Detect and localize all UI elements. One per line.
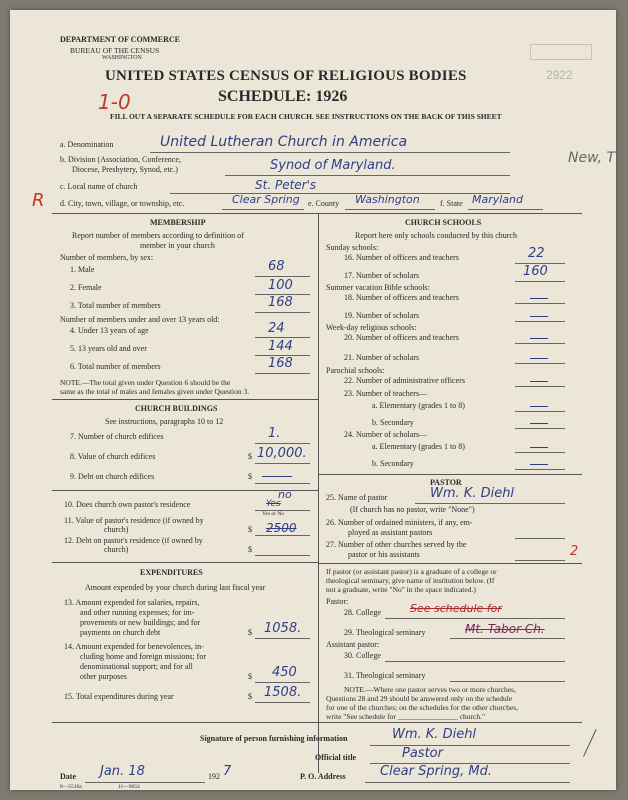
q13-line2: and other running expenses; for im- [80, 608, 195, 617]
q11-label: 11. Value of pastor's residence (if owned by [64, 516, 204, 525]
q11-label-2: church) [104, 525, 129, 534]
church-name-value: St. Peter's [255, 178, 317, 192]
bureau-label: BUREAU OF THE CENSUS [70, 46, 160, 55]
census-schedule-sheet: DEPARTMENT OF COMMERCE BUREAU OF THE CENSUS WASHINGTON UNITED STATES CENSUS OF RELIGIOUS BODIES SCHEDULE: 1926 FILL OUT A SEPARATE SCHEDULE FOR EACH CHURCH. SEE INSTRUCTIONS ON THE BACK OF THIS SHEET 1-0 2922 a. Denomination United Lutheran Church in America b. Division (Association, Conference, Diocese, Presbytery, Synod, etc.) Synod of Maryland. c. Local name of church St. Peter's d. City, town, village, or township, etc. Clear Spring e. County Washington f. State Maryland R New, T MEMBERSHIP Report number of members according to definition of member in your church Number of members, by sex: 1. Male 68 2. Female 100 3. Total number of members 168 Number of members under and over 13 years old: 4. Under 13 years of age 24 5. 13 years old and over 144 6. Total number of members 168 NOTE.—The total given under Question 6 should be the same as the total of males and females given under Question 3. CHURCH BUILDINGS See instructions, paragraphs 10 to 12 7. Number of church edifices 1. 8. Value of church edifices $ 10,000. 9. Debt on church edifices $ 10. Does church own pastor's residence Yes no Yes or No 11. Value of pastor's residence (if owned by church) $ 2500 12. Debt on pastor's residence (if owned by church) $ EXPENDITURES Amount expended by your church during last fiscal year 13. Amount expended for salaries, repairs, and other running expenses; for im- provements or new buildings; and for payments on church debt $ 1058. 14. Amount expended for benevolences, in- cluding home and foreign missions; for denominational support; and for all other purposes $ 450 15. Total expenditures during year $ 1508. CHURCH SCHOOLS Report here only schools conducted by this church Sunday schools: 16. Number of officers and teachers 22 17. Number of scholars 160 Summer vacation Bible schools: 18. Number of officers and teachers 19. Number of scholars Week-day religious schools: 20. Number of officers and teachers 21. Number of scholars Parochial schools: 22. Number of administrative officers 23. Number of teachers— a. Elementary (grades 1 to 8) b. Secondary 24. Number of scholars— a. Elementary (grades 1 to 8) b. Secondary PASTOR 25. Name of pastor Wm. K. Diehl (If church has no pastor, write "None") 26. Number of ordained ministers, if any, em- ployed as assistant pastors 27. Number of other churches served by the pastor or his assistants 2 If pastor (or assistant pastor) is a graduate of a college or theological seminary, give name of institution below. (If not a graduate, write "No" in the space indicated.) Pastor: 28. College See schedule for 29. Theological seminary Mt. Tabor Ch. Assistant pastor: 30. College 31. Theological seminary NOTE.—Where one pastor serves two or more churches, Questions 28 and 29 should be answered only on the schedule for one of the churches; on the schedules for the other churches, write "See schedule for ________________ church." Signature of person furnishing information Wm. K. Diehl Official title Pastor Date Jan. 18 192 7 P. O. Address Clear Spring, Md. 8—5518a 11—9054 [10, 10, 616, 790]
summer-schools-label: Summer vacation Bible schools: [326, 283, 430, 292]
q2-female-value: 100 [268, 278, 293, 293]
q16-officers-value: 22 [528, 246, 545, 261]
q7-label: 7. Number of church edifices [70, 432, 164, 441]
expenditures-sub: Amount expended by your church during last fiscal year [85, 583, 266, 592]
county-value: Washington [355, 193, 420, 206]
pastor-note-4: write "See schedule for ________________ church." [326, 712, 486, 721]
q10-residence-value: no [278, 488, 292, 501]
q23a-label: a. Elementary (grades 1 to 8) [372, 401, 465, 410]
q30-label: 30. College [344, 651, 381, 660]
q19-label: 19. Number of scholars [344, 311, 420, 320]
q13-line4: payments on church debt [80, 628, 161, 637]
membership-note: NOTE.—The total given under Question 6 should be the [60, 378, 231, 387]
q29-seminary-struck: Mt. Tabor Ch. [465, 622, 545, 636]
denomination-value: United Lutheran Church in America [160, 134, 408, 150]
q27-other-churches-value: 2 [570, 544, 579, 559]
city-town-value: Clear Spring [232, 193, 300, 206]
weekday-schools-label: Week-day religious schools: [326, 323, 417, 332]
q5-over13-value: 144 [268, 339, 293, 354]
schools-sub: Report here only schools conducted by this church [355, 231, 517, 240]
q29-label: 29. Theological seminary [344, 628, 426, 637]
q13-line3: provements or new buildings; and for [80, 618, 201, 627]
q11-struck-value: 2500 [266, 521, 297, 535]
q14-line1: 14. Amount expended for benevolences, in- [64, 642, 204, 651]
q1-male-value: 68 [268, 259, 285, 274]
form-title: UNITED STATES CENSUS OF RELIGIOUS BODIES [105, 68, 467, 84]
members-by-age-label: Number of members under and over 13 years old: [60, 315, 220, 324]
yes-no-hint: Yes or No [262, 511, 285, 517]
q24b-label: b. Secondary [372, 459, 414, 468]
members-by-sex-label: Number of members, by sex: [60, 253, 154, 262]
q26-line1: 26. Number of ordained ministers, if any, em- [326, 518, 473, 527]
q17-scholars-value: 160 [523, 264, 548, 279]
q31-label: 31. Theological seminary [344, 671, 426, 680]
state-label: f. State [440, 199, 463, 208]
q10-label: 10. Does church own pastor's residence [64, 500, 191, 509]
q13-running-expenses-value: 1058. [264, 621, 302, 636]
q13-line1: 13. Amount expended for salaries, repairs, [64, 598, 200, 607]
assistant-pastor-subheading: Assistant pastor: [326, 640, 380, 649]
q25-pastor-name-value: Wm. K. Diehl [430, 486, 515, 501]
pastor-note-1: NOTE.—Where one pastor serves two or more churches, [344, 685, 516, 694]
q14-line2: cluding home and foreign missions; for [80, 652, 206, 661]
q18-label: 18. Number of officers and teachers [344, 293, 459, 302]
faded-stamp [530, 44, 592, 60]
q5-label: 5. 13 years old and over [70, 344, 147, 353]
form-code-2: 11—9054 [118, 784, 140, 790]
q20-label: 20. Number of officers and teachers [344, 333, 459, 342]
q2-label: 2. Female [70, 283, 102, 292]
q27-line2: pastor or his assistants [348, 550, 420, 559]
q9-label: 9. Debt on church edifices [70, 472, 155, 481]
q17-label: 17. Number of scholars [344, 271, 420, 280]
q15-total-value: 1508. [264, 685, 302, 700]
division-value: Synod of Maryland. [270, 158, 396, 173]
q6-label: 6. Total number of members [70, 362, 161, 371]
state-value: Maryland [472, 193, 524, 206]
q23b-label: b. Secondary [372, 418, 414, 427]
buildings-sub: See instructions, paragraphs 10 to 12 [105, 417, 224, 426]
year-prefix: 192 [208, 772, 220, 781]
q28-college-struck: See schedule for [410, 602, 502, 615]
q25-label: 25. Name of pastor [326, 493, 388, 502]
q16-label: 16. Number of officers and teachers [344, 253, 459, 262]
pastor-subheading: Pastor: [326, 597, 349, 606]
q3-label: 3. Total number of members [70, 301, 161, 310]
date-value: Jan. 18 [100, 764, 145, 779]
pastor-title: PASTOR [430, 478, 462, 487]
signature-label: Signature of person furnishing information [200, 734, 348, 743]
graduate-instruction: If pastor (or assistant pastor) is a graduate of a college or [326, 567, 497, 576]
stamp-number: 2922 [546, 68, 573, 82]
pastor-note-2: Questions 28 and 29 should be answered only on the schedule [326, 694, 513, 703]
graduate-instruction-3: not a graduate, write "No" in the space indicated.) [326, 585, 476, 594]
q21-label: 21. Number of scholars [344, 353, 420, 362]
q15-label: 15. Total expenditures during year [64, 692, 174, 701]
q1-label: 1. Male [70, 265, 95, 274]
division-label-2: Diocese, Presbytery, Synod, etc.) [72, 165, 178, 174]
membership-title: MEMBERSHIP [150, 218, 206, 227]
membership-intro: Report number of members according to definition of [72, 231, 244, 240]
instruction-line: FILL OUT A SEPARATE SCHEDULE FOR EACH CHURCH. SEE INSTRUCTIONS ON THE BACK OF THIS SHEET [110, 112, 502, 121]
po-address-value: Clear Spring, Md. [380, 764, 492, 779]
official-title-label: Official title [315, 753, 357, 762]
q4-under13-value: 24 [268, 321, 285, 336]
q8-value-edifices: 10,000. [257, 446, 307, 461]
graduate-instruction-2: theological seminary, give name of institution below. (If [326, 576, 495, 585]
form-code: 8—5518a [60, 784, 82, 790]
parochial-schools-label: Parochial schools: [326, 366, 385, 375]
schools-title: CHURCH SCHOOLS [405, 218, 482, 227]
pastor-note-3: for one of the churches; on the schedules for the other churches, [326, 703, 519, 712]
q7-edifices-value: 1. [268, 426, 281, 441]
buildings-title: CHURCH BUILDINGS [135, 404, 218, 413]
po-address-label: P. O. Address [300, 772, 346, 781]
church-name-label: c. Local name of church [60, 182, 138, 191]
q12-label-2: church) [104, 545, 129, 554]
membership-intro-2: member in your church [140, 241, 215, 250]
q14-line4: other purposes [80, 672, 127, 681]
department-label: DEPARTMENT OF COMMERCE [60, 35, 181, 44]
official-title-value: Pastor [402, 746, 443, 761]
q28-label: 28. College [344, 608, 381, 617]
date-label: Date [60, 772, 76, 781]
membership-note-2: same as the total of males and females given under Question 3. [60, 387, 250, 396]
division-label: b. Division (Association, Conference, [60, 155, 181, 164]
q10-struck-yes: Yes [266, 499, 281, 509]
q24-label: 24. Number of scholars— [344, 430, 428, 439]
sunday-schools-label: Sunday schools: [326, 243, 379, 252]
year-suffix-value: 7 [223, 764, 232, 779]
check-mark [570, 723, 596, 757]
q23-label: 23. Number of teachers— [344, 389, 428, 398]
city-label: WASHINGTON [102, 55, 142, 61]
q24a-label: a. Elementary (grades 1 to 8) [372, 442, 465, 451]
q27-line1: 27. Number of other churches served by the [326, 540, 467, 549]
city-town-label: d. City, town, village, or township, etc. [60, 199, 185, 208]
q8-label: 8. Value of church edifices [70, 452, 156, 461]
county-label: e. County [308, 199, 340, 208]
schedule-title: SCHEDULE: 1926 [218, 88, 348, 105]
signature-value: Wm. K. Diehl [392, 727, 477, 742]
q4-label: 4. Under 13 years of age [70, 326, 149, 335]
q22-label: 22. Number of administrative officers [344, 376, 465, 385]
q14-benevolences-value: 450 [272, 665, 297, 680]
q26-line2: ployed as assistant pastors [348, 528, 433, 537]
margin-r-mark: R [32, 190, 45, 211]
margin-note: New, T [568, 150, 616, 166]
q12-label: 12. Debt on pastor's residence (if owned by [64, 536, 203, 545]
expenditures-title: EXPENDITURES [140, 568, 203, 577]
q6-total-value: 168 [268, 356, 293, 371]
denomination-label: a. Denomination [60, 140, 114, 149]
handwritten-1-0: 1-0 [98, 90, 131, 114]
q14-line3: denominational support; and for all [80, 662, 193, 671]
q3-total-value: 168 [268, 295, 293, 310]
q25-note: (If church has no pastor, write "None") [350, 505, 475, 514]
